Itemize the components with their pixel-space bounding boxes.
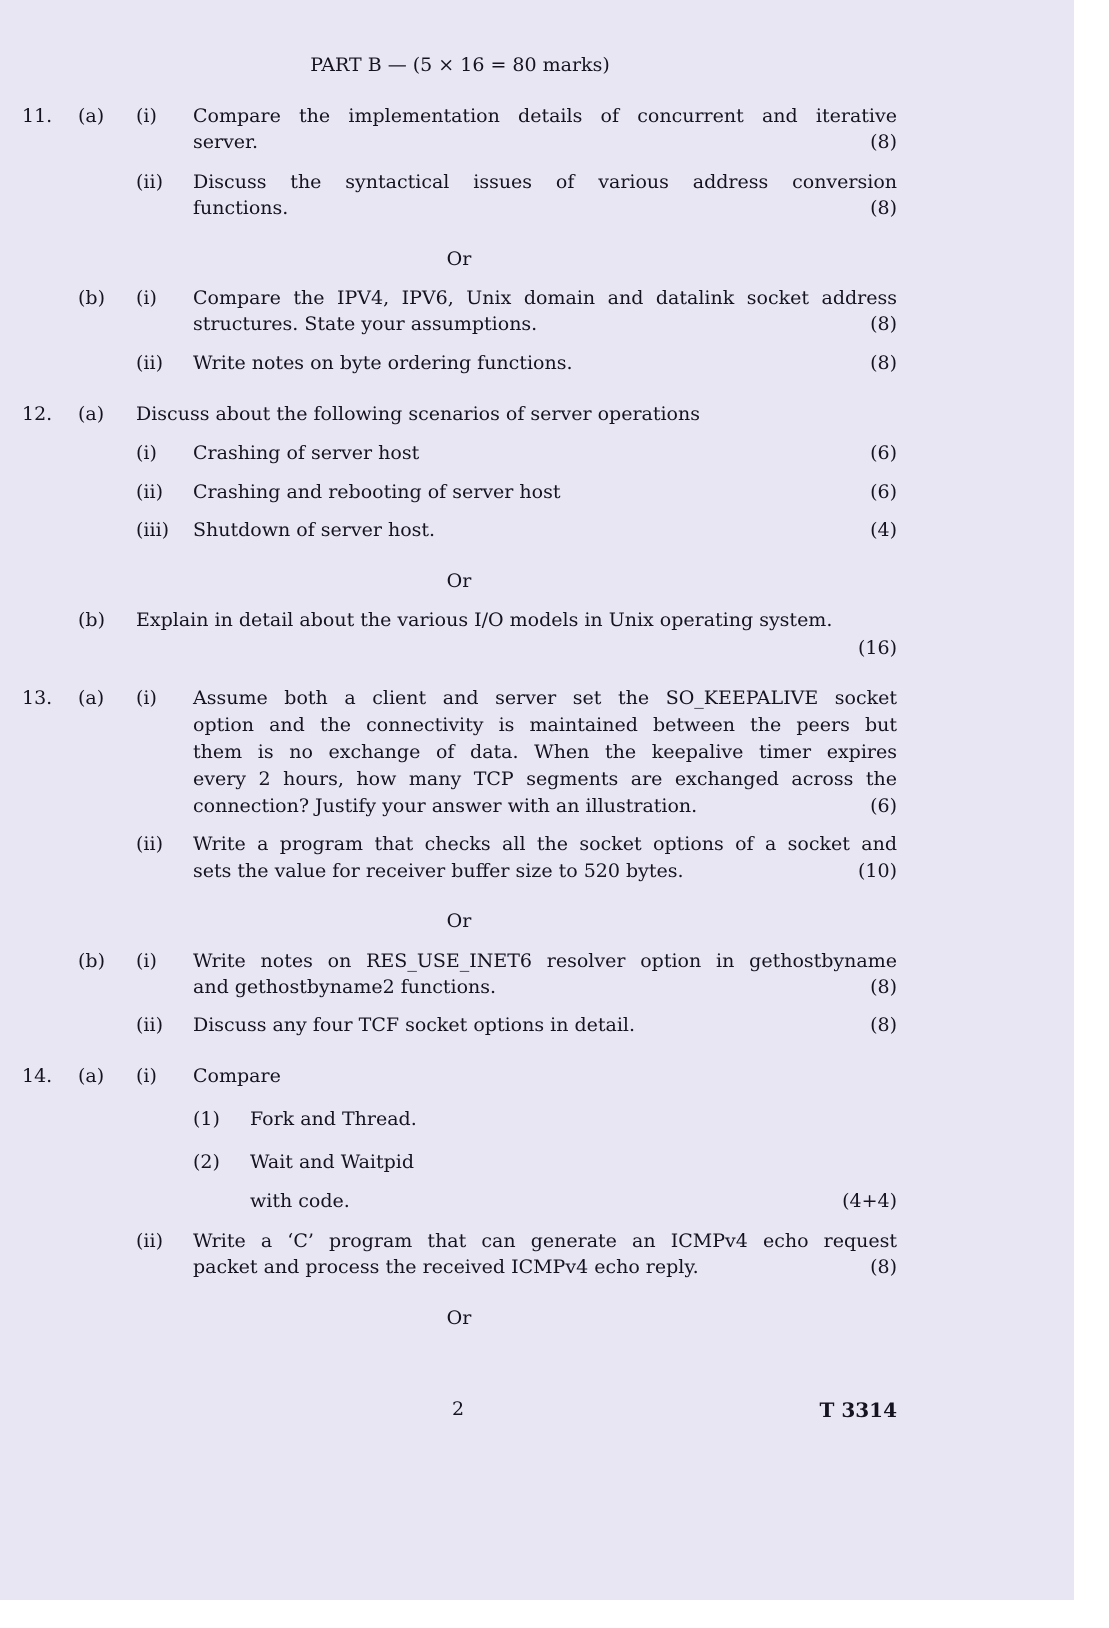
subpart-label: (i) [136, 287, 157, 309]
question-text: Compare the implementation details of concurrent and iterative [193, 105, 897, 127]
subpart-label: (ii) [136, 833, 163, 855]
subpart-label: (ii) [136, 171, 163, 193]
question-text: Crashing and rebooting of server host [193, 481, 561, 503]
question-text: with code. [250, 1190, 350, 1212]
question-text: Assume both a client and server set the SO_KEEPALIVE socket [193, 687, 897, 709]
question-text: Write notes on RES_USE_INET6 resolver option in gethostbyname [193, 950, 897, 972]
marks: (4+4) [842, 1190, 897, 1212]
marks: (16) [857, 637, 897, 659]
page-number: 2 [451, 1398, 465, 1420]
question-number: 11. [22, 105, 53, 127]
subpart-label: (i) [136, 687, 157, 709]
marks: (8) [870, 131, 897, 153]
subpart-label: (ii) [136, 1014, 163, 1036]
part-label: (a) [78, 105, 105, 127]
or-separator: Or [446, 910, 472, 932]
question-text: Write notes on byte ordering functions. [193, 352, 573, 374]
question-text: packet and process the received ICMPv4 echo reply. [193, 1256, 699, 1278]
question-text: Shutdown of server host. [193, 519, 436, 541]
marks: (4) [870, 519, 897, 541]
question-text: them is no exchange of data. When the keepalive timer expires [193, 741, 897, 763]
part-heading: PART B — (5 × 16 = 80 marks) [310, 54, 610, 76]
marks: (8) [870, 976, 897, 998]
part-label: (a) [78, 403, 105, 425]
question-text: connection? Justify your answer with an illustration. [193, 795, 698, 817]
question-text: sets the value for receiver buffer size to 520 bytes. [193, 860, 684, 882]
marks: (8) [870, 313, 897, 335]
subpart-label: (i) [136, 1065, 157, 1087]
subpart-label: (ii) [136, 352, 163, 374]
marks: (8) [870, 1014, 897, 1036]
marks: (6) [870, 442, 897, 464]
subpart-label: (iii) [136, 519, 170, 541]
marks: (10) [857, 860, 897, 882]
question-text: Compare [193, 1065, 281, 1087]
subpart-label: (ii) [136, 481, 163, 503]
question-text: and gethostbyname2 functions. [193, 976, 497, 998]
subpart-label: (i) [136, 105, 157, 127]
marks: (8) [870, 352, 897, 374]
part-label: (a) [78, 687, 105, 709]
part-label: (b) [78, 950, 105, 972]
paper-code: T 3314 [819, 1398, 897, 1422]
item-label: (2) [193, 1151, 220, 1173]
question-number: 14. [22, 1065, 53, 1087]
question-text: Explain in detail about the various I/O models in Unix operating system. [136, 609, 833, 631]
question-number: 13. [22, 687, 53, 709]
marks: (6) [870, 481, 897, 503]
item-label: (1) [193, 1108, 220, 1130]
question-text: every 2 hours, how many TCP segments are exchanged across the [193, 768, 897, 790]
question-text: Write a ‘C’ program that can generate an ICMPv4 echo request [193, 1230, 897, 1252]
or-separator: Or [446, 248, 472, 270]
marks: (8) [870, 1256, 897, 1278]
question-text: Discuss about the following scenarios of server operations [136, 403, 700, 425]
question-text: Wait and Waitpid [250, 1151, 415, 1173]
part-label: (a) [78, 1065, 105, 1087]
question-text: Discuss the syntactical issues of various address conversion [193, 171, 897, 193]
subpart-label: (ii) [136, 1230, 163, 1252]
part-label: (b) [78, 609, 105, 631]
question-text: structures. State your assumptions. [193, 313, 538, 335]
or-separator: Or [446, 570, 472, 592]
or-separator: Or [446, 1307, 472, 1329]
subpart-label: (i) [136, 442, 157, 464]
question-text: Compare the IPV4, IPV6, Unix domain and datalink socket address [193, 287, 897, 309]
question-text: Fork and Thread. [250, 1108, 417, 1130]
question-text: Discuss any four TCF socket options in detail. [193, 1014, 636, 1036]
question-text: Write a program that checks all the socket options of a socket and [193, 833, 897, 855]
marks: (6) [870, 795, 897, 817]
subpart-label: (i) [136, 950, 157, 972]
question-text: option and the connectivity is maintained between the peers but [193, 714, 897, 736]
question-text: server. [193, 131, 259, 153]
question-text: functions. [193, 197, 289, 219]
question-text: Crashing of server host [193, 442, 420, 464]
marks: (8) [870, 197, 897, 219]
question-number: 12. [22, 403, 53, 425]
part-label: (b) [78, 287, 105, 309]
